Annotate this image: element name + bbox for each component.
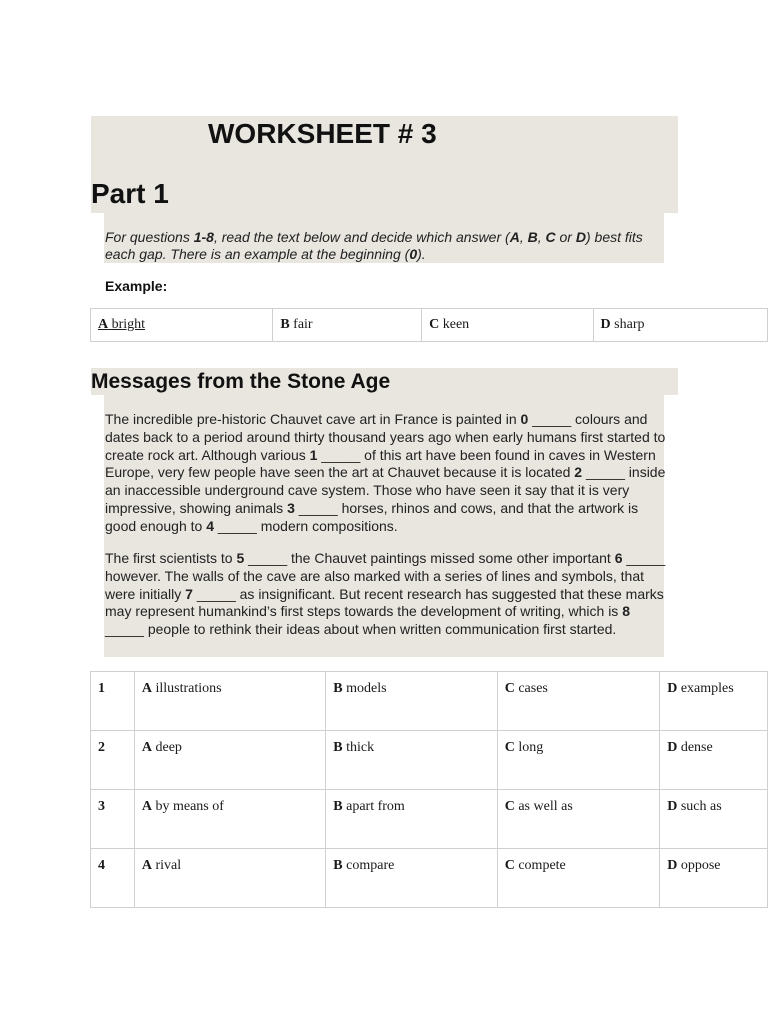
option-b: B thick bbox=[326, 731, 497, 790]
table-row bbox=[91, 309, 768, 342]
question-number: 1 bbox=[91, 672, 135, 731]
example-options-table bbox=[90, 308, 768, 342]
question-number: 3 bbox=[91, 790, 135, 849]
option-d: D such as bbox=[660, 790, 768, 849]
example-option-a: A bright bbox=[91, 309, 273, 342]
question-number: 2 bbox=[91, 731, 135, 790]
option-c: C cases bbox=[497, 672, 659, 731]
instructions: For questions 1-8, read the text below and decide which answer (A, B, C or D) best fits each gap. There is an example at the beginning (0). bbox=[105, 229, 643, 262]
option-a: A deep bbox=[134, 731, 325, 790]
example-option-b: B fair bbox=[273, 309, 422, 342]
option-c: C long bbox=[497, 731, 659, 790]
option-c: C compete bbox=[497, 849, 659, 908]
example-option-c: C keen bbox=[422, 309, 593, 342]
worksheet-title: WORKSHEET # 3 bbox=[208, 118, 437, 149]
option-a: A rival bbox=[134, 849, 325, 908]
story-paragraph-2: The first scientists to 5 _____ the Chauvet paintings missed some other important 6 _____ however. The walls of the cave are also marked with a series of lines and symbols, that were initially 7 _____ as insignificant. But recent research has suggested that these marks may represent humankind’s first steps towards the development of writing, which is 8 _____ people to rethink their ideas about when written communication first started. bbox=[105, 550, 666, 638]
option-b: B models bbox=[326, 672, 497, 731]
table-row bbox=[91, 790, 768, 849]
answer-options-table bbox=[90, 671, 768, 908]
option-b: B compare bbox=[326, 849, 497, 908]
table-row bbox=[91, 731, 768, 790]
table-row bbox=[91, 672, 768, 731]
question-number: 4 bbox=[91, 849, 135, 908]
option-a: A by means of bbox=[134, 790, 325, 849]
option-c: C as well as bbox=[497, 790, 659, 849]
example-label: Example: bbox=[105, 278, 168, 294]
example-option-d: D sharp bbox=[593, 309, 767, 342]
story-paragraph-1: The incredible pre-historic Chauvet cave art in France is painted in 0 _____ colours and dates back to a period around thirty thousand years ago when early humans first started to create rock art. Although various 1 _____ of this art have been found in caves in Western Europe, very few people have seen the art at Chauvet because it is located 2 _____ inside an inaccessible underground cave system. Those who have seen it say that it is very impressive, showing animals 3 _____ horses, rhinos and cows, and that the artwork is good enough to 4 _____ modern compositions. bbox=[105, 411, 666, 534]
option-b: B apart from bbox=[326, 790, 497, 849]
story-title: Messages from the Stone Age bbox=[91, 370, 391, 393]
part-heading: Part 1 bbox=[91, 178, 169, 209]
option-d: D dense bbox=[660, 731, 768, 790]
option-a: A illustrations bbox=[134, 672, 325, 731]
option-d: D oppose bbox=[660, 849, 768, 908]
table-row bbox=[91, 849, 768, 908]
option-d: D examples bbox=[660, 672, 768, 731]
